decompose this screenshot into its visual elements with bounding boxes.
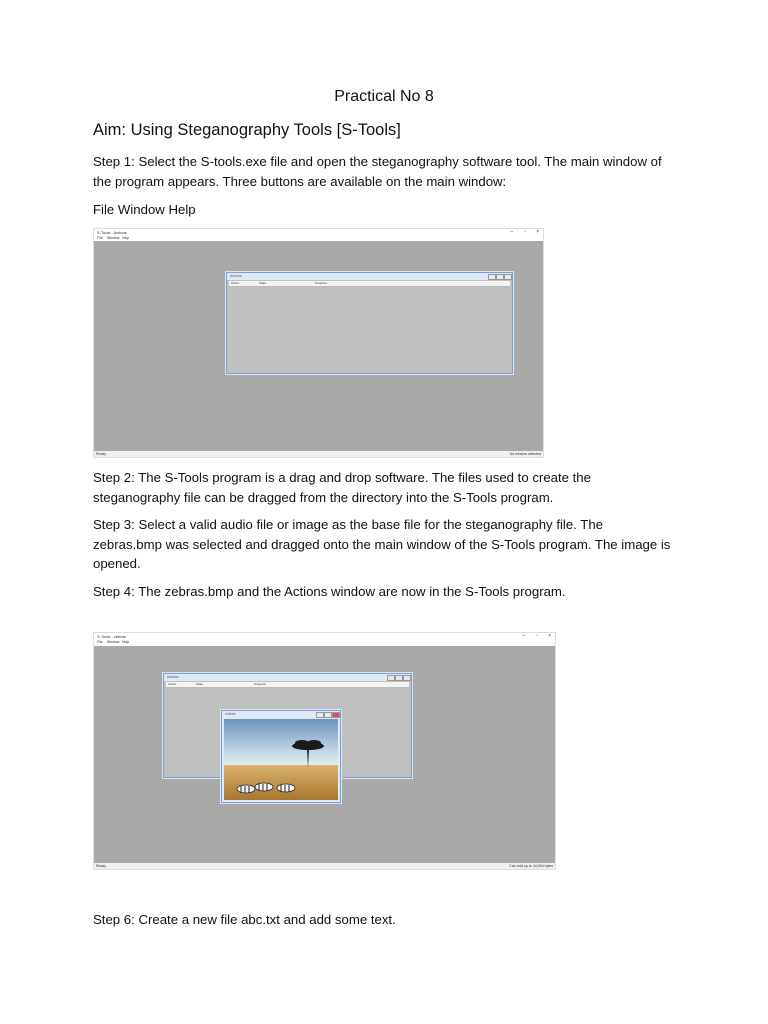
actions-window[interactable] — [226, 272, 513, 374]
zebras-title: zebras — [225, 712, 236, 716]
step-6-text: Step 6: Create a new file abc.txt and add some text. — [93, 912, 396, 927]
zebras-image — [224, 719, 338, 800]
status-left: Ready — [96, 452, 107, 456]
actions-minimize-icon[interactable] — [387, 675, 395, 681]
step-2-text: Step 2: The S-Tools program is a drag and drop software. The files used to create the steganography file can be dragged from the directory into the S-Tools program. — [93, 470, 591, 505]
actions-column-headers — [166, 682, 409, 688]
page-title: Practical No 8 — [334, 88, 434, 105]
menu-line-text: File Window Help — [93, 202, 196, 217]
menu-file[interactable]: File — [97, 236, 103, 240]
col-state[interactable]: State — [196, 682, 204, 686]
actions-title: Actions — [230, 274, 242, 278]
app-menubar — [94, 640, 555, 645]
app-title: S-Tools - Actions — [97, 230, 127, 235]
app-titlebar — [94, 229, 543, 236]
actions-maximize-icon[interactable] — [496, 274, 504, 280]
col-progress[interactable]: Progress — [254, 682, 267, 686]
step-4-text: Step 4: The zebras.bmp and the Actions window are now in the S-Tools program. — [93, 584, 566, 599]
menu-window[interactable]: Window — [107, 236, 120, 240]
app-title: S-Tools - zebras — [97, 634, 126, 639]
maximize-icon[interactable]: ▫ — [536, 633, 538, 639]
status-right: Can hold up to 44,094 bytes — [509, 864, 553, 868]
maximize-icon[interactable]: ▫ — [524, 229, 526, 235]
step-1-text: Step 1: Select the S-tools.exe file and open the steganography software tool. The main window of the program appears. Three buttons are available on the main window: — [93, 154, 662, 189]
actions-maximize-icon[interactable] — [395, 675, 403, 681]
col-action[interactable]: Action — [231, 281, 240, 285]
close-icon[interactable]: × — [536, 229, 539, 235]
zebras-titlebar — [222, 711, 340, 718]
app-statusbar — [94, 451, 543, 457]
aim-heading: Aim: Using Steganography Tools [S-Tools] — [93, 121, 401, 139]
app-statusbar — [94, 863, 555, 869]
mdi-area — [94, 241, 543, 451]
minimize-icon[interactable]: – — [522, 633, 525, 639]
close-icon[interactable]: × — [548, 633, 551, 639]
menu-help[interactable]: Help — [122, 640, 130, 644]
actions-column-headers — [229, 281, 510, 287]
menu-help[interactable]: Help — [122, 236, 130, 240]
zebras-minimize-icon[interactable] — [316, 712, 324, 718]
actions-close-icon[interactable] — [403, 675, 411, 681]
actions-minimize-icon[interactable] — [488, 274, 496, 280]
zebras-image-window[interactable] — [221, 710, 341, 803]
zebras-maximize-icon[interactable] — [324, 712, 332, 718]
actions-close-icon[interactable] — [504, 274, 512, 280]
menu-window[interactable]: Window — [107, 640, 120, 644]
mdi-area — [94, 646, 555, 863]
col-state[interactable]: State — [259, 281, 267, 285]
status-right: No window selected — [509, 452, 541, 456]
zebras-close-icon[interactable] — [332, 712, 340, 718]
app-titlebar — [94, 633, 555, 640]
menu-file[interactable]: File — [97, 640, 103, 644]
step-3-text: Step 3: Select a valid audio file or image as the base file for the steganography file. The zebras.bmp was selected and dragged onto the main window of the S-Tools program. The image is opened. — [93, 517, 671, 571]
screenshot-stools-actions — [93, 228, 544, 458]
actions-titlebar — [164, 674, 411, 681]
actions-title: Actions — [167, 675, 179, 679]
col-progress[interactable]: Progress — [315, 281, 328, 285]
minimize-icon[interactable]: – — [510, 229, 513, 235]
screenshot-stools-zebras — [93, 632, 556, 870]
status-left: Ready — [96, 864, 107, 868]
actions-titlebar — [227, 273, 512, 280]
col-action[interactable]: Action — [168, 682, 177, 686]
